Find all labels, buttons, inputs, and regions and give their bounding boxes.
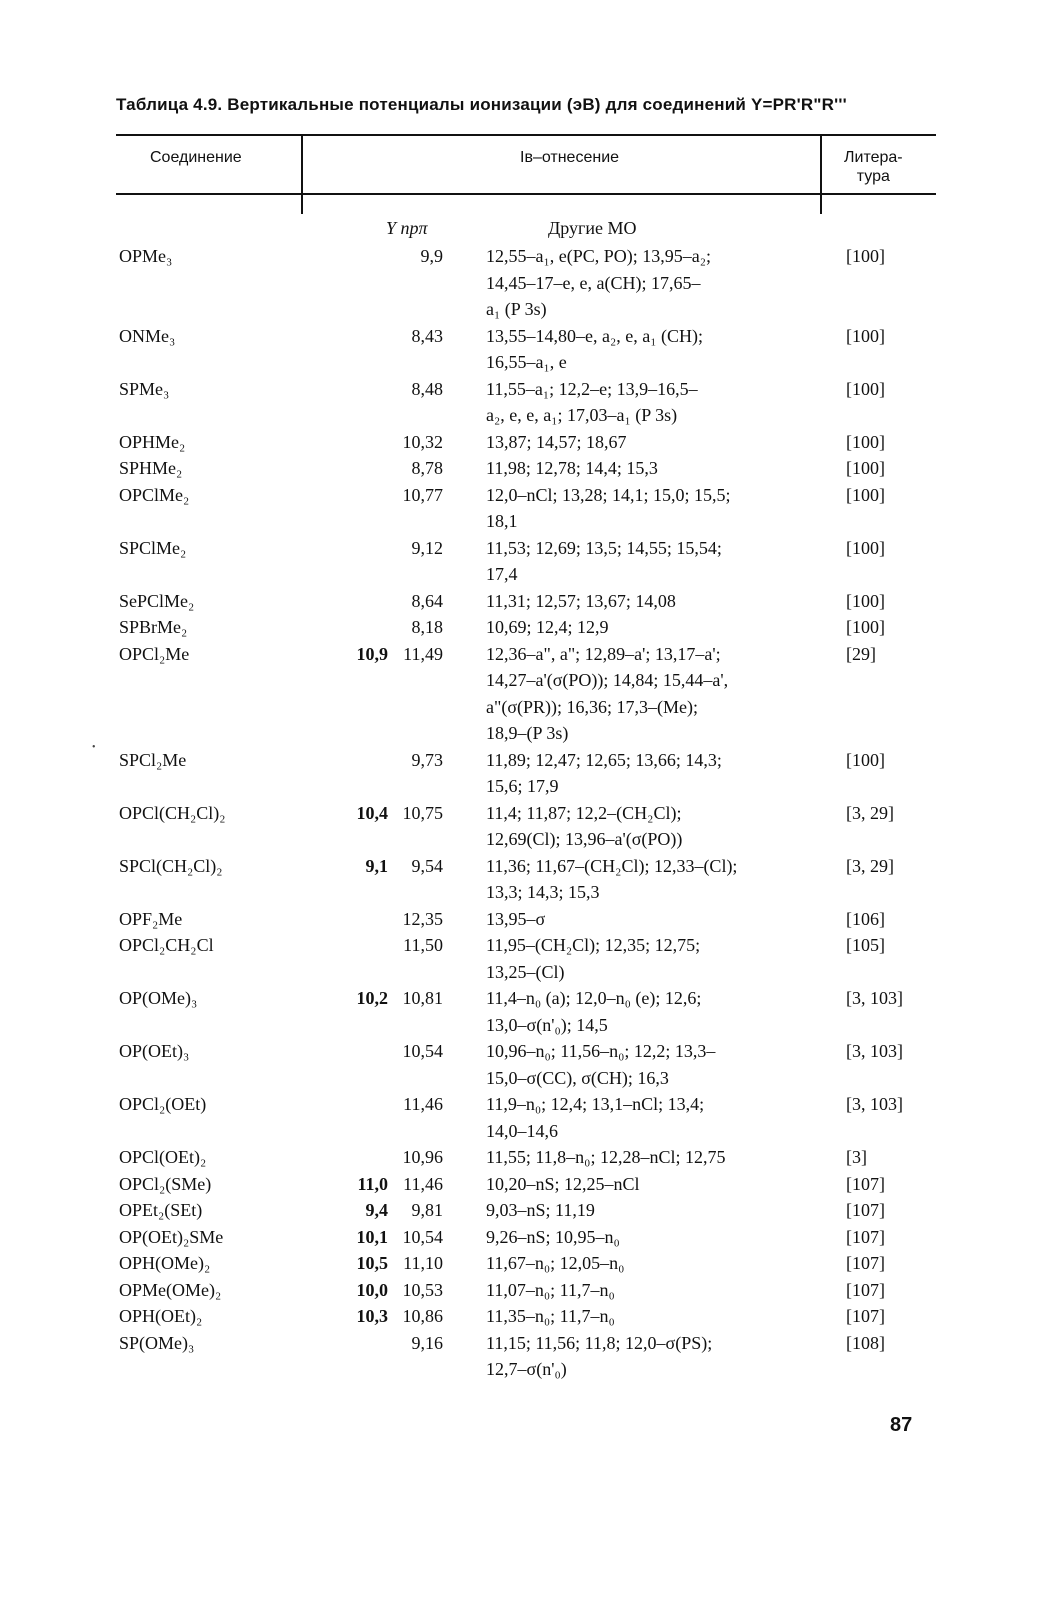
compound-cell: OPMe(OMe)₂ bbox=[119, 1279, 222, 1300]
other-mo-cell: 11,67–n₀; 12,05–n₀ bbox=[486, 1253, 625, 1273]
subheader-other-mo: Другие МО bbox=[548, 218, 637, 238]
other-mo-cell: 11,4; 11,87; 12,2–(CH₂Cl); 12,69(Cl); 13,96–a'(σ(PO)) bbox=[486, 802, 683, 849]
compound-cell: OPCl₂CH₂Cl bbox=[119, 935, 214, 955]
other-mo-cell: 11,55; 11,8–n₀; 12,28–nCl; 12,75 bbox=[486, 1147, 726, 1167]
page-number: 87 bbox=[890, 1414, 913, 1436]
compound-cell: SPClMe₂ bbox=[119, 537, 187, 558]
reference-cell: [100] bbox=[846, 458, 885, 478]
y-np-cell: 9,16 bbox=[411, 1332, 443, 1353]
y-np-cell: 8,18 bbox=[411, 617, 443, 637]
reference-cell: [3, 29] bbox=[846, 802, 894, 823]
reference-cell: [100] bbox=[846, 590, 885, 611]
other-mo-cell: 11,36; 11,67–(CH₂Cl); 12,33–(Cl); 13,3; 14,3; 15,3 bbox=[486, 855, 738, 902]
compound-cell: OPCl(CH₂Cl)₂ bbox=[119, 802, 226, 823]
reference-cell: [100] bbox=[846, 431, 885, 452]
reference-cell: [100] bbox=[846, 749, 885, 770]
other-mo-cell: 11,95–(CH₂Cl); 12,35; 12,75; 13,25–(Cl) bbox=[486, 935, 701, 982]
compound-cell: SPCl₂Me bbox=[119, 749, 187, 770]
compound-cell: ONMe₃ bbox=[119, 325, 176, 346]
bold-potential-cell: 10,4 bbox=[356, 802, 388, 823]
reference-cell: [107] bbox=[846, 1306, 885, 1326]
reference-cell: [105] bbox=[846, 935, 885, 955]
y-np-cell: 11,50 bbox=[403, 935, 443, 955]
header-literature: Литера- тура bbox=[844, 149, 903, 185]
compound-cell: OPH(OEt)₂ bbox=[119, 1306, 203, 1326]
compound-cell: OPCl₂(OEt) bbox=[119, 1094, 207, 1114]
y-np-cell: 12,35 bbox=[402, 908, 443, 929]
reference-cell: [107] bbox=[846, 1200, 885, 1220]
compound-cell: SPMe₃ bbox=[119, 378, 170, 399]
bold-potential-cell: 10,0 bbox=[356, 1279, 388, 1300]
top-rule bbox=[116, 134, 936, 136]
y-np-cell: 9,81 bbox=[411, 1200, 443, 1220]
compound-cell: SPCl(CH₂Cl)₂ bbox=[119, 855, 223, 876]
compound-cell: OPCl(OEt)₂ bbox=[119, 1147, 207, 1167]
compound-cell: OP(OMe)₃ bbox=[119, 988, 198, 1008]
y-np-cell: 9,54 bbox=[411, 855, 443, 876]
other-mo-cell: 13,55–14,80–e, a₂, e, a₁ (CH); 16,55–a₁, e bbox=[486, 325, 704, 372]
compound-cell: SPBrMe₂ bbox=[119, 617, 188, 637]
bold-potential-cell: 10,2 bbox=[356, 988, 388, 1008]
y-np-cell: 10,53 bbox=[402, 1279, 443, 1300]
compound-cell: OPClMe₂ bbox=[119, 484, 190, 505]
other-mo-cell: 11,98; 12,78; 14,4; 15,3 bbox=[486, 458, 658, 478]
compound-cell: OPCl₂(SMe) bbox=[119, 1173, 212, 1194]
reference-cell: [107] bbox=[846, 1173, 885, 1194]
y-np-cell: 10,77 bbox=[402, 484, 443, 505]
bold-potential-cell: 10,1 bbox=[356, 1226, 388, 1247]
other-mo-cell: 10,69; 12,4; 12,9 bbox=[486, 617, 609, 637]
header-assignment: Iв–отнесение bbox=[520, 149, 620, 166]
bold-potential-cell: 10,3 bbox=[356, 1306, 388, 1326]
other-mo-cell: 11,4–n₀ (a); 12,0–n₀ (e); 12,6; 13,0–σ(n'₀); 14,5 bbox=[486, 988, 702, 1035]
compound-cell: SPHMe₂ bbox=[119, 458, 183, 478]
y-np-cell: 9,73 bbox=[411, 749, 443, 770]
compound-cell: OPH(OMe)₂ bbox=[119, 1253, 211, 1273]
compound-cell: OP(OEt)₃ bbox=[119, 1041, 190, 1061]
reference-cell: [100] bbox=[846, 617, 885, 637]
other-mo-cell: 11,31; 12,57; 13,67; 14,08 bbox=[486, 590, 676, 611]
y-np-cell: 10,86 bbox=[402, 1306, 443, 1326]
reference-cell: [100] bbox=[846, 378, 885, 399]
y-np-cell: 11,10 bbox=[403, 1253, 443, 1273]
reference-cell: [100] bbox=[846, 537, 885, 558]
y-np-cell: 8,64 bbox=[411, 590, 443, 611]
compound-cell: OP(OEt)₂SMe bbox=[119, 1226, 224, 1247]
margin-mark: • bbox=[92, 742, 96, 753]
y-np-cell: 8,48 bbox=[411, 378, 443, 399]
other-mo-cell: 11,15; 11,56; 11,8; 12,0–σ(PS); 12,7–σ(n'₀) bbox=[486, 1332, 713, 1379]
other-mo-cell: 11,9–n₀; 12,4; 13,1–nCl; 13,4; 14,0–14,6 bbox=[486, 1094, 705, 1141]
column-divider-right bbox=[820, 134, 822, 214]
y-np-cell: 11,46 bbox=[403, 1094, 443, 1114]
other-mo-cell: 12,55–a₁, e(PC, PO); 13,95–a₂; 14,45–17–e, e, a(CH); 17,65– a₁ (P 3s) bbox=[486, 246, 712, 319]
y-np-cell: 9,12 bbox=[411, 537, 443, 558]
compound-cell: SP(OMe)₃ bbox=[119, 1332, 195, 1353]
column-divider-left bbox=[301, 134, 303, 214]
other-mo-cell: 10,20–nS; 12,25–nCl bbox=[486, 1173, 640, 1194]
y-np-cell: 8,43 bbox=[411, 325, 443, 346]
reference-cell: [3, 103] bbox=[846, 1041, 903, 1061]
other-mo-cell: 11,53; 12,69; 13,5; 14,55; 15,54; 17,4 bbox=[486, 537, 722, 584]
reference-cell: [3, 103] bbox=[846, 988, 903, 1008]
header-compound: Соединение bbox=[150, 149, 242, 166]
y-np-cell: 11,49 bbox=[403, 643, 443, 664]
compound-cell: OPF₂Me bbox=[119, 908, 183, 929]
bold-potential-cell: 9,1 bbox=[365, 855, 388, 876]
bold-potential-cell: 10,9 bbox=[356, 643, 388, 664]
y-np-cell: 9,9 bbox=[420, 246, 443, 266]
reference-cell: [106] bbox=[846, 908, 885, 929]
reference-cell: [107] bbox=[846, 1279, 885, 1300]
reference-cell: [3, 29] bbox=[846, 855, 894, 876]
reference-cell: [108] bbox=[846, 1332, 885, 1353]
y-np-cell: 10,75 bbox=[402, 802, 443, 823]
compound-cell: OPMe₃ bbox=[119, 246, 173, 266]
y-np-cell: 10,54 bbox=[402, 1226, 443, 1247]
compound-cell: OPHMe₂ bbox=[119, 431, 186, 452]
reference-cell: [100] bbox=[846, 325, 885, 346]
reference-cell: [3] bbox=[846, 1147, 867, 1167]
y-np-cell: 8,78 bbox=[411, 458, 443, 478]
header-bottom-rule bbox=[116, 193, 936, 195]
reference-cell: [100] bbox=[846, 484, 885, 505]
other-mo-cell: 11,35–n₀; 11,7–n₀ bbox=[486, 1306, 615, 1326]
reference-cell: [29] bbox=[846, 643, 876, 664]
y-np-cell: 10,32 bbox=[402, 431, 443, 452]
y-np-cell: 10,54 bbox=[402, 1041, 443, 1061]
reference-cell: [3, 103] bbox=[846, 1094, 903, 1114]
other-mo-cell: 13,95–σ bbox=[486, 908, 546, 929]
y-np-cell: 11,46 bbox=[403, 1173, 443, 1194]
other-mo-cell: 11,07–n₀; 11,7–n₀ bbox=[486, 1279, 615, 1300]
bold-potential-cell: 9,4 bbox=[365, 1200, 388, 1220]
y-np-cell: 10,81 bbox=[402, 988, 443, 1008]
compound-cell: SePClMe₂ bbox=[119, 590, 195, 611]
other-mo-cell: 12,36–a", a"; 12,89–a'; 13,17–a'; 14,27–a'(σ(PO)); 14,84; 15,44–a', a"(σ(PR)); 16,36; 17,3–(Me); 18,9–(P 3s) bbox=[486, 643, 729, 743]
table-caption: Таблица 4.9. Вертикальные потенциалы ионизации (эВ) для соединений Y=PR'R"R''' bbox=[116, 95, 847, 114]
reference-cell: [107] bbox=[846, 1226, 885, 1247]
other-mo-cell: 11,55–a₁; 12,2–e; 13,9–16,5– a₂, e, e, a₁; 17,03–a₁ (P 3s) bbox=[486, 378, 698, 425]
reference-cell: [107] bbox=[846, 1253, 885, 1273]
bold-potential-cell: 10,5 bbox=[356, 1253, 388, 1273]
bold-potential-cell: 11,0 bbox=[357, 1173, 388, 1194]
other-mo-cell: 9,03–nS; 11,19 bbox=[486, 1200, 595, 1220]
other-mo-cell: 11,89; 12,47; 12,65; 13,66; 14,3; 15,6; 17,9 bbox=[486, 749, 722, 796]
other-mo-cell: 13,87; 14,57; 18,67 bbox=[486, 431, 627, 452]
compound-cell: OPEt₂(SEt) bbox=[119, 1200, 203, 1220]
compound-cell: OPCl₂Me bbox=[119, 643, 190, 664]
reference-cell: [100] bbox=[846, 246, 885, 266]
other-mo-cell: 12,0–nCl; 13,28; 14,1; 15,0; 15,5; 18,1 bbox=[486, 484, 731, 531]
other-mo-cell: 9,26–nS; 10,95–n₀ bbox=[486, 1226, 620, 1247]
other-mo-cell: 10,96–n₀; 11,56–n₀; 12,2; 13,3– 15,0–σ(CC), σ(CH); 16,3 bbox=[486, 1041, 716, 1088]
y-np-cell: 10,96 bbox=[402, 1147, 443, 1167]
subheader-y-np: Y npπ bbox=[386, 218, 428, 238]
